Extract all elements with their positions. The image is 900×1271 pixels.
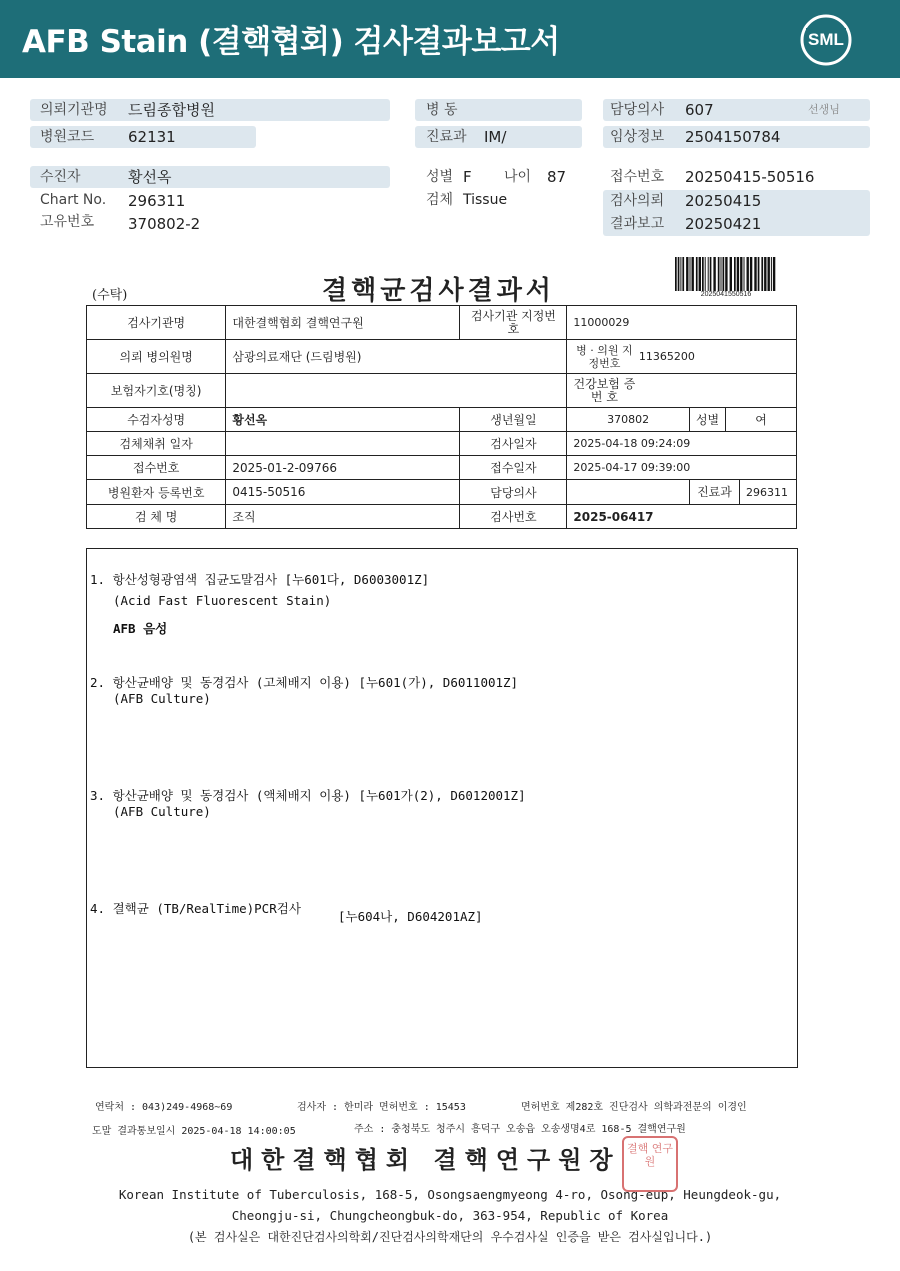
result-2-line2: (AFB Culture) [113,691,211,706]
clinical-value: 2504150784 [685,128,781,146]
id-label: 고유번호 [40,214,95,230]
result-4-line2: [누604나, D604201AZ] [338,909,483,924]
patient-name-pill [30,166,390,188]
reg-label: 병원환자 등록번호 [87,480,226,505]
doctor-label: 담당의사 [610,102,665,118]
doctor-value: 607 [685,101,714,119]
id-value: 370802-2 [128,215,201,233]
report-header [0,0,900,78]
request-value: 20250415 [685,192,762,210]
chart-value: 296311 [128,192,186,210]
insurance-label: 건강보험 증 번 호 [573,376,636,404]
doc [567,480,690,505]
spec-label: 검 체 명 [87,505,226,529]
report-value: 20250421 [685,215,762,233]
barcode [674,257,778,291]
insured [226,374,567,408]
reg: 0415-50516 [226,480,460,505]
form-sex-label: 성별 [689,408,725,432]
copy-mark: (수탁) [92,288,128,303]
req-hosp: 삼광의료재단 (드림병원) [226,340,567,374]
chart-label: Chart No. [40,192,107,208]
form-title: 결핵균검사결과서 [322,276,555,306]
form-receipt-label: 접수번호 [87,456,226,480]
result-1-line2: (Acid Fast Fluorescent Stain) [113,593,332,608]
barcode-number: 2025041550516 [700,291,752,298]
form-dept-cell [689,480,796,505]
hospital-code-value: 62131 [128,128,176,146]
address-en-1: Korean Institute of Tuberculosis, 168-5, Osongsaengmyeong 4-ro, Osong-eup, Heungdeok-gu, [118,1187,782,1202]
doc-label: 담당의사 [460,480,567,505]
footer-tester: 검사자 : 한미라 면허번호 : 15453 [297,1102,466,1113]
official-seal: 결핵 연구원 [622,1136,678,1192]
patient-label: 수검자성명 [87,408,226,432]
form-dept-label: 진료과 [690,480,740,504]
spec: 조직 [226,505,460,529]
footer-address-kr: 주소 : 충청북도 청주시 흥덕구 오송읍 오송생명4로 168-5 결핵연구원 [354,1124,686,1135]
sex-value: F [463,168,472,186]
test-date: 2025-04-18 09:24:09 [567,432,797,456]
patient-name-label: 수진자 [40,169,81,185]
form-table [86,305,797,529]
age-value: 87 [547,168,567,186]
institute-name: 대한결핵협회 결핵연구원장 [230,1145,621,1174]
receipt-label: 접수번호 [610,169,665,185]
receipt-date: 2025-04-17 09:39:00 [567,456,797,480]
hosp-code-label: 병 · 의원 지정번호 [576,343,633,370]
institution-label: 의뢰기관명 [40,102,108,118]
result-4-line1: 4. 결핵균 (TB/RealTime)PCR검사 [90,901,301,916]
hospital-code-label: 병원코드 [40,129,95,145]
collect-label: 검체채취 일자 [87,432,226,456]
address-en-2: Cheongju-si, Chungcheongbuk-do, 363-954, Republic of Korea [231,1208,669,1223]
receipt-value: 20250415-50516 [685,168,815,186]
test-date-label: 검사일자 [460,432,567,456]
institution-value: 드림종합병원 [128,101,215,119]
footer-license: 면허번호 제282호 진단검사 의학과전문의 이경인 [521,1102,747,1113]
lab-name-label: 검사기관명 [87,306,226,340]
sml-logo [800,14,852,66]
insured-label: 보험자기호(명칭) [87,374,226,408]
lab-name: 대한결핵협회 결핵연구원 [226,306,460,340]
form-dept: 296311 [745,486,788,499]
test-no: 2025-06417 [567,505,797,529]
result-3-line1: 3. 항산균배양 및 동경검사 (액체배지 이용) [누601가(2), D6012001Z] [90,788,526,803]
dob: 370802 [567,408,690,432]
result-2-line1: 2. 항산균배양 및 동경검사 (고체배지 이용) [누601(가), D6011001Z] [90,675,519,690]
dept-value: IM/ [484,128,507,146]
hosp-code: 11365200 [638,349,695,363]
patient: 황선옥 [226,408,460,432]
footer-phone: 연락처 : 043)249-4968~69 [95,1102,233,1113]
result-1-line1: 1. 항산성형광염색 집균도말검사 [누601다, D6003001Z] [90,572,430,587]
footer-report-time: 도말 결과통보일시 2025-04-18 14:00:05 [92,1126,296,1137]
doctor-suffix: 선생님 [808,103,840,116]
specimen-value: Tissue [463,192,508,208]
collect [226,432,460,456]
test-no-label: 검사번호 [460,505,567,529]
result-1-value: AFB 음성 [113,621,168,636]
form-sex: 여 [726,408,797,432]
receipt-date-label: 접수일자 [460,456,567,480]
request-label: 검사의뢰 [610,193,665,209]
form-receipt: 2025-01-2-09766 [226,456,460,480]
dept-label: 진료과 [426,129,467,145]
certification-note: (본 검사실은 대한진단검사의학회/진단검사의학재단의 우수검사실 인증을 받은 검사실입니다.) [187,1230,713,1244]
age-label: 나이 [504,169,532,185]
report-title: AFB Stain (결핵협회) 검사결과보고서 [22,24,560,60]
req-hosp-label: 의뢰 병의원명 [87,340,226,374]
hosp-code-cell [567,340,797,374]
patient-name-value: 황선옥 [128,168,172,186]
dob-label: 생년월일 [460,408,567,432]
lab-code: 11000029 [567,306,797,340]
ward-label: 병 동 [426,102,458,118]
sex-label: 성별 [426,169,454,185]
insurance-cell [567,374,797,408]
lab-code-label: 검사기관 지정번호 [460,306,567,340]
result-3-line2: (AFB Culture) [113,804,211,819]
specimen-label: 검체 [426,192,454,208]
logo-text: SML [808,30,844,49]
report-label: 결과보고 [610,216,665,232]
clinical-label: 임상정보 [610,129,665,145]
